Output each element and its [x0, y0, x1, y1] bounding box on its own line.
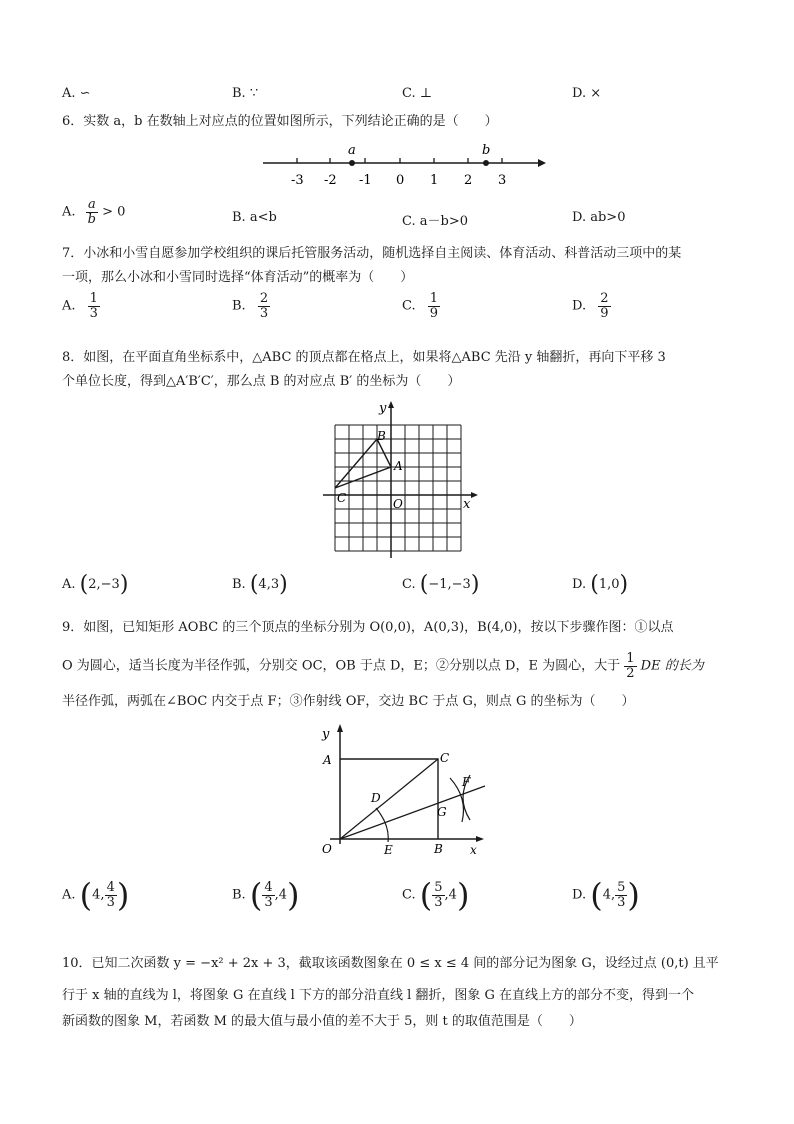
q9-label-c: C — [440, 751, 450, 765]
q8-label-b: B — [377, 429, 386, 443]
q9-label-f: F — [462, 775, 471, 789]
q9-stem-line-1: 9．如图，已知矩形 AOBC 的三个顶点的坐标分别为 O(0,0)，A(0,3)，B(4,0)，按以下步骤作图：①以点 — [62, 620, 674, 635]
q7-option-a[interactable]: A. $\frac{1}{3}$ — [62, 291, 98, 321]
q8-label-c: C — [337, 491, 347, 505]
q5-option-a[interactable]: A. ∽ — [62, 86, 91, 101]
q9-option-d[interactable]: D. (4, $\frac{5}{3}$ ) — [572, 876, 640, 914]
q6-tick-label: 3 — [498, 173, 507, 188]
q9-option-c[interactable]: C. ( $\frac{5}{3}$ ,4) — [402, 876, 470, 914]
q9-label-d: D — [371, 791, 381, 805]
q6-tick-label: -3 — [291, 173, 304, 188]
q6-tick-label: -1 — [359, 173, 372, 188]
q6-point-a-dot — [349, 160, 355, 166]
q8-option-d[interactable]: D. (1,0) — [572, 572, 629, 597]
q9-stem-line-3: 半径作弧，两弧在∠BOC 内交于点 F；③作射线 OF，交边 BC 于点 G，则点 G 的坐标为（ ） — [62, 694, 635, 709]
q8-option-a[interactable]: A. (2,−3) — [62, 572, 129, 597]
q6-option-c[interactable]: C. a－b>0 — [402, 214, 468, 229]
q8-option-c[interactable]: C. (−1,−3) — [402, 572, 480, 597]
q7-stem-line-1: 7．小冰和小雪自愿参加学校组织的课后托管服务活动，随机选择自主阅读、体育活动、科普活动三项中的某 — [62, 246, 682, 261]
q6-tick-label: 0 — [396, 173, 405, 188]
q6-number-line — [255, 140, 550, 195]
q6-stem: 6．实数 a，b 在数轴上对应点的位置如图所示，下列结论正确的是（ ） — [62, 114, 498, 129]
q9-label-o: O — [322, 842, 332, 856]
q9-stem-line-2: O 为圆心，适当长度为半径作弧，分别交 OC，OB 于点 D，E；②分别以点 D，E 为圆心，大于 $\frac{1}{2}$ DE 的长为 — [62, 651, 704, 681]
q9-segment-oc — [340, 759, 438, 839]
q7-option-c[interactable]: C. $\frac{1}{9}$ — [402, 291, 439, 321]
q7-stem-line-2: 一项，那么小冰和小雪同时选择“体育活动”的概率为（ ） — [62, 270, 414, 285]
q9-label-b: B — [434, 842, 443, 856]
q9-option-a[interactable]: A. (4, $\frac{4}{3}$ ) — [62, 876, 130, 914]
q6-tick-label: 2 — [464, 173, 473, 188]
q8-label-o: O — [393, 497, 403, 511]
q6-option-b[interactable]: B. a<b — [232, 210, 277, 225]
q9-label-x: x — [470, 843, 477, 857]
q5-option-c[interactable]: C. ⊥ — [402, 86, 432, 101]
q8-label-a: A — [394, 459, 403, 473]
q6-option-a[interactable]: A. $\frac{a}{b}$ > 0 — [62, 197, 126, 227]
q6-option-d[interactable]: D. ab>0 — [572, 210, 626, 225]
q9-option-b[interactable]: B. ( $\frac{4}{3}$ ,4) — [232, 876, 300, 914]
q10-stem-line-1: 10．已知二次函数 y = −x² + 2x + 3，截取该函数图象在 0 ≤ x ≤ 4 间的部分记为图象 G，设经过点 (0,t) 且平 — [62, 956, 719, 971]
q8-grid-figure — [315, 398, 485, 558]
q9-label-e: E — [384, 843, 393, 857]
q8-label-x: x — [463, 497, 471, 512]
q7-option-d[interactable]: D. $\frac{2}{9}$ — [572, 291, 609, 321]
q6-point-a-label: a — [348, 143, 356, 158]
q8-stem-line-2: 个单位长度，得到△A′B′C′，那么点 B 的对应点 B′ 的坐标为（ ） — [62, 374, 461, 389]
q9-label-y: y — [322, 727, 330, 742]
q6-tick-label: -2 — [324, 173, 337, 188]
q9-label-a: A — [323, 753, 332, 767]
q9-rectangle-figure — [310, 720, 500, 860]
q8-stem-line-1: 8．如图，在平面直角坐标系中，△ABC 的顶点都在格点上，如果将△ABC 先沿 y 轴翻折，再向下平移 3 — [62, 350, 666, 365]
q6-tick-label: 1 — [430, 173, 439, 188]
q6-point-b-dot — [483, 160, 489, 166]
q9-label-g: G — [437, 805, 447, 819]
q5-option-b[interactable]: B. ∵ — [232, 86, 259, 101]
q6-point-b-label: b — [482, 143, 491, 158]
q10-stem-line-2: 行于 x 轴的直线为 l，将图象 G 在直线 l 下方的部分沿直线 l 翻折，图象 G 在直线上方的部分不变，得到一个 — [62, 988, 695, 1003]
q10-stem-line-3: 新函数的图象 M，若函数 M 的最大值与最小值的差不大于 5，则 t 的取值范围是（ ） — [62, 1014, 582, 1029]
q8-option-b[interactable]: B. (4,3) — [232, 572, 288, 597]
q7-option-b[interactable]: B. $\frac{2}{3}$ — [232, 291, 269, 321]
q8-label-y: y — [379, 401, 387, 416]
q5-option-d[interactable]: D. × — [572, 86, 602, 101]
